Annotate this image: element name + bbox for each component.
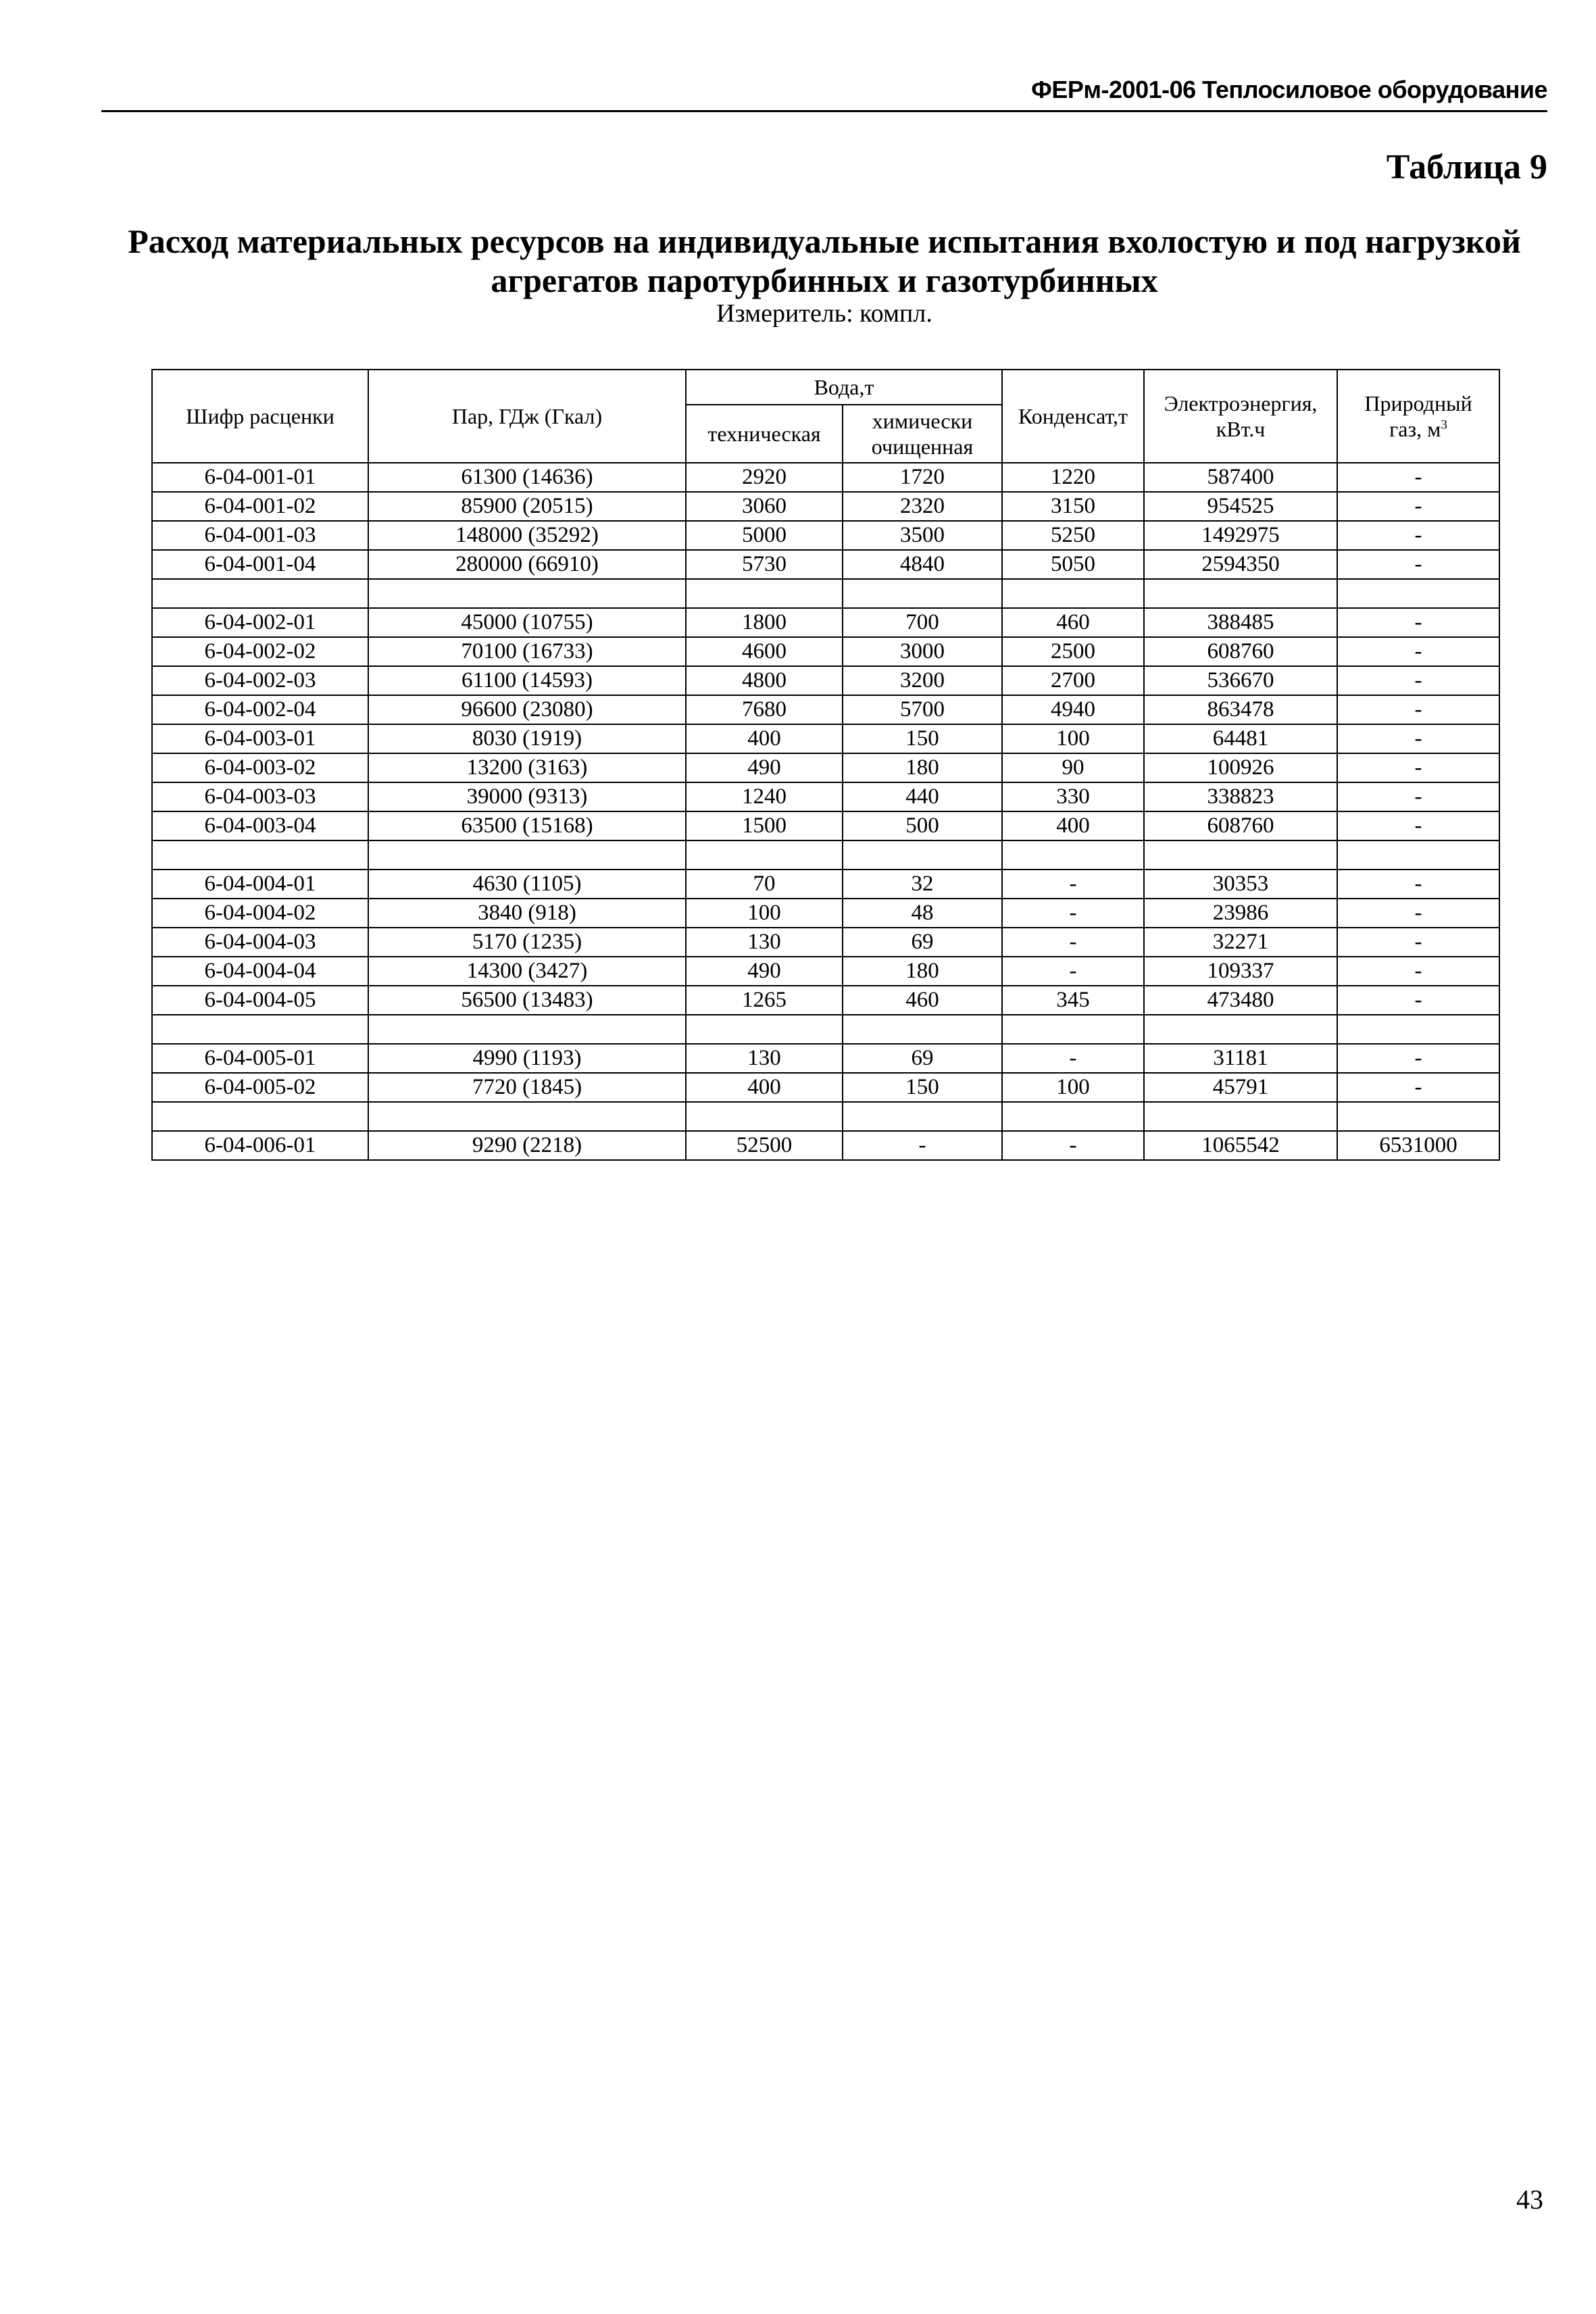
cell-water-chemical: 150 (843, 724, 1002, 753)
cell-steam: 14300 (3427) (368, 957, 686, 986)
cell-natural-gas: - (1337, 637, 1499, 666)
cell-water-chemical: 32 (843, 870, 1002, 899)
cell-electricity (1144, 579, 1337, 608)
cell-water-technical: 4800 (686, 666, 843, 695)
cell-electricity (1144, 1015, 1337, 1044)
cell-electricity: 954525 (1144, 492, 1337, 521)
cell-condensate: 2500 (1002, 637, 1144, 666)
cell-steam: 61300 (14636) (368, 463, 686, 492)
cell-water-chemical: 2320 (843, 492, 1002, 521)
cell-water-technical: 70 (686, 870, 843, 899)
cell-electricity: 338823 (1144, 782, 1337, 811)
cell-code (152, 1102, 368, 1131)
cell-natural-gas: - (1337, 1044, 1499, 1073)
cell-code: 6-04-002-02 (152, 637, 368, 666)
table-row (152, 492, 1499, 521)
cell-code: 6-04-001-01 (152, 463, 368, 492)
table-number: Таблица 9 (1386, 148, 1547, 186)
column-header-code: Шифр расценки (152, 370, 368, 463)
cell-condensate: 2700 (1002, 666, 1144, 695)
cell-code (152, 840, 368, 870)
cell-condensate: 460 (1002, 608, 1144, 637)
table-row (152, 724, 1499, 753)
cell-water-chemical: 700 (843, 608, 1002, 637)
document-title-line-1: Расход материальных ресурсов на индивидуальные испытания вхолостую и под нагрузкой (128, 222, 1521, 260)
table-row (152, 579, 1499, 608)
document-title-line-2: агрегатов паротурбинных и газотурбинных (491, 261, 1158, 299)
cell-water-chemical: 460 (843, 986, 1002, 1015)
cell-condensate (1002, 1015, 1144, 1044)
table-row (152, 840, 1499, 870)
cell-electricity: 2594350 (1144, 550, 1337, 579)
cell-water-chemical: 69 (843, 1044, 1002, 1073)
header-rule (101, 110, 1547, 112)
cell-water-chemical: 180 (843, 753, 1002, 782)
cell-water-chemical: 150 (843, 1073, 1002, 1102)
cell-water-technical: 4600 (686, 637, 843, 666)
cell-steam: 45000 (10755) (368, 608, 686, 637)
cell-water-technical: 52500 (686, 1131, 843, 1160)
cell-natural-gas: - (1337, 695, 1499, 724)
cell-condensate: - (1002, 957, 1144, 986)
column-header-gas-line-2 (1341, 416, 1496, 442)
cell-condensate: 100 (1002, 724, 1144, 753)
cell-water-chemical: 3500 (843, 521, 1002, 550)
cell-electricity (1144, 840, 1337, 870)
cell-water-chemical: 440 (843, 782, 1002, 811)
resource-consumption-table (151, 369, 1500, 1161)
column-header-water-chemical (843, 405, 1002, 463)
cell-water-technical: 100 (686, 899, 843, 928)
cell-natural-gas: - (1337, 811, 1499, 840)
cell-condensate: - (1002, 1131, 1144, 1160)
cell-condensate: 5250 (1002, 521, 1144, 550)
cell-water-technical (686, 1102, 843, 1131)
cell-condensate: - (1002, 899, 1144, 928)
cell-water-technical: 1800 (686, 608, 843, 637)
cell-steam: 63500 (15168) (368, 811, 686, 840)
running-header: ФЕРм-2001-06 Теплосиловое оборудование (1031, 76, 1547, 103)
cell-water-technical: 490 (686, 957, 843, 986)
cell-natural-gas: - (1337, 870, 1499, 899)
table-row (152, 986, 1499, 1015)
column-header-gas-unit-exponent: 3 (1441, 418, 1447, 432)
cell-natural-gas: - (1337, 608, 1499, 637)
cell-natural-gas: - (1337, 550, 1499, 579)
table-row (152, 870, 1499, 899)
cell-water-technical: 490 (686, 753, 843, 782)
header-row (152, 370, 1499, 405)
cell-natural-gas: - (1337, 986, 1499, 1015)
cell-electricity: 473480 (1144, 986, 1337, 1015)
table-row (152, 782, 1499, 811)
column-header-electricity-line-1: Электроэнергия, (1164, 391, 1318, 416)
cell-water-technical: 2920 (686, 463, 843, 492)
cell-code: 6-04-004-04 (152, 957, 368, 986)
cell-code (152, 1015, 368, 1044)
cell-electricity: 32271 (1144, 928, 1337, 957)
cell-steam (368, 840, 686, 870)
table-row (152, 608, 1499, 637)
cell-water-technical: 1265 (686, 986, 843, 1015)
cell-code: 6-04-001-03 (152, 521, 368, 550)
table-row (152, 695, 1499, 724)
cell-steam: 56500 (13483) (368, 986, 686, 1015)
cell-electricity: 45791 (1144, 1073, 1337, 1102)
cell-natural-gas (1337, 1015, 1499, 1044)
column-header-water-technical: техническая (686, 405, 843, 463)
cell-condensate: 4940 (1002, 695, 1144, 724)
cell-natural-gas (1337, 1102, 1499, 1131)
cell-water-technical: 5730 (686, 550, 843, 579)
cell-steam: 5170 (1235) (368, 928, 686, 957)
cell-natural-gas: - (1337, 957, 1499, 986)
cell-steam (368, 1102, 686, 1131)
cell-water-chemical (843, 1102, 1002, 1131)
table-row (152, 899, 1499, 928)
cell-electricity: 64481 (1144, 724, 1337, 753)
cell-code: 6-04-005-01 (152, 1044, 368, 1073)
cell-water-technical (686, 840, 843, 870)
column-header-electricity (1144, 370, 1337, 463)
cell-water-technical: 1500 (686, 811, 843, 840)
cell-natural-gas: 6531000 (1337, 1131, 1499, 1160)
table-row (152, 1015, 1499, 1044)
cell-water-technical: 1240 (686, 782, 843, 811)
cell-water-chemical (843, 579, 1002, 608)
table-row (152, 1102, 1499, 1131)
cell-steam: 8030 (1919) (368, 724, 686, 753)
column-header-condensate: Конденсат,т (1002, 370, 1144, 463)
cell-code: 6-04-002-01 (152, 608, 368, 637)
cell-water-chemical: 4840 (843, 550, 1002, 579)
cell-condensate: 100 (1002, 1073, 1144, 1102)
cell-condensate: - (1002, 870, 1144, 899)
cell-electricity: 109337 (1144, 957, 1337, 986)
cell-water-technical: 3060 (686, 492, 843, 521)
cell-electricity: 100926 (1144, 753, 1337, 782)
table-row (152, 928, 1499, 957)
cell-steam: 96600 (23080) (368, 695, 686, 724)
table-body (152, 463, 1499, 1160)
cell-water-chemical: 3200 (843, 666, 1002, 695)
cell-steam: 61100 (14593) (368, 666, 686, 695)
cell-steam: 85900 (20515) (368, 492, 686, 521)
cell-code: 6-04-002-04 (152, 695, 368, 724)
cell-natural-gas: - (1337, 782, 1499, 811)
column-header-gas-line-1: Природный (1364, 391, 1472, 416)
table-row (152, 550, 1499, 579)
column-header-water-chemical-line-1: химически (872, 409, 973, 433)
cell-natural-gas (1337, 840, 1499, 870)
cell-code: 6-04-003-04 (152, 811, 368, 840)
cell-steam: 280000 (66910) (368, 550, 686, 579)
column-header-steam: Пар, ГДж (Гкал) (368, 370, 686, 463)
cell-water-chemical: 3000 (843, 637, 1002, 666)
cell-water-chemical: 48 (843, 899, 1002, 928)
cell-condensate: - (1002, 928, 1144, 957)
cell-natural-gas: - (1337, 928, 1499, 957)
column-header-water: Вода,т (686, 370, 1002, 405)
table-row (152, 753, 1499, 782)
cell-water-technical: 400 (686, 724, 843, 753)
cell-steam: 13200 (3163) (368, 753, 686, 782)
cell-code: 6-04-006-01 (152, 1131, 368, 1160)
unit-of-measure: Измеритель: компл. (716, 299, 932, 328)
cell-water-technical (686, 1015, 843, 1044)
cell-steam: 148000 (35292) (368, 521, 686, 550)
cell-code: 6-04-002-03 (152, 666, 368, 695)
table-row (152, 957, 1499, 986)
table-row (152, 666, 1499, 695)
cell-electricity: 1065542 (1144, 1131, 1337, 1160)
cell-water-chemical (843, 840, 1002, 870)
cell-steam (368, 1015, 686, 1044)
cell-steam: 7720 (1845) (368, 1073, 686, 1102)
cell-natural-gas: - (1337, 724, 1499, 753)
cell-natural-gas: - (1337, 899, 1499, 928)
cell-code: 6-04-001-02 (152, 492, 368, 521)
column-header-electricity-line-2: кВт.ч (1216, 417, 1266, 441)
cell-steam: 39000 (9313) (368, 782, 686, 811)
cell-steam (368, 579, 686, 608)
cell-electricity: 23986 (1144, 899, 1337, 928)
cell-steam: 3840 (918) (368, 899, 686, 928)
cell-electricity: 536670 (1144, 666, 1337, 695)
table-row (152, 1131, 1499, 1160)
cell-water-technical: 5000 (686, 521, 843, 550)
cell-code: 6-04-004-02 (152, 899, 368, 928)
table-row (152, 463, 1499, 492)
cell-condensate (1002, 840, 1144, 870)
cell-electricity: 608760 (1144, 811, 1337, 840)
cell-code: 6-04-003-02 (152, 753, 368, 782)
cell-code: 6-04-001-04 (152, 550, 368, 579)
column-header-natural-gas (1337, 370, 1499, 463)
cell-condensate: 90 (1002, 753, 1144, 782)
table-row (152, 637, 1499, 666)
cell-natural-gas: - (1337, 521, 1499, 550)
cell-natural-gas: - (1337, 1073, 1499, 1102)
cell-condensate: 1220 (1002, 463, 1144, 492)
cell-code: 6-04-004-05 (152, 986, 368, 1015)
cell-water-chemical: - (843, 1131, 1002, 1160)
cell-water-chemical: 69 (843, 928, 1002, 957)
table-row (152, 521, 1499, 550)
cell-condensate: 330 (1002, 782, 1144, 811)
cell-condensate (1002, 1102, 1144, 1131)
cell-natural-gas: - (1337, 463, 1499, 492)
cell-electricity: 1492975 (1144, 521, 1337, 550)
cell-code (152, 579, 368, 608)
cell-condensate: 3150 (1002, 492, 1144, 521)
cell-electricity: 31181 (1144, 1044, 1337, 1073)
cell-natural-gas: - (1337, 492, 1499, 521)
cell-water-chemical: 1720 (843, 463, 1002, 492)
document-title (101, 222, 1547, 300)
cell-natural-gas: - (1337, 666, 1499, 695)
cell-code: 6-04-003-01 (152, 724, 368, 753)
cell-water-chemical: 5700 (843, 695, 1002, 724)
page-number: 43 (1516, 2184, 1543, 2215)
cell-condensate: 400 (1002, 811, 1144, 840)
cell-water-technical: 130 (686, 1044, 843, 1073)
cell-condensate: 345 (1002, 986, 1144, 1015)
table-row (152, 811, 1499, 840)
table-header (152, 370, 1499, 463)
cell-water-technical: 130 (686, 928, 843, 957)
cell-condensate (1002, 579, 1144, 608)
cell-natural-gas (1337, 579, 1499, 608)
cell-steam: 4990 (1193) (368, 1044, 686, 1073)
cell-water-chemical: 500 (843, 811, 1002, 840)
table-row (152, 1073, 1499, 1102)
cell-condensate: 5050 (1002, 550, 1144, 579)
column-header-water-chemical-line-2: очищенная (871, 434, 974, 459)
cell-electricity (1144, 1102, 1337, 1131)
cell-steam: 70100 (16733) (368, 637, 686, 666)
cell-condensate: - (1002, 1044, 1144, 1073)
cell-water-chemical: 180 (843, 957, 1002, 986)
cell-natural-gas: - (1337, 753, 1499, 782)
cell-steam: 9290 (2218) (368, 1131, 686, 1160)
cell-electricity: 30353 (1144, 870, 1337, 899)
cell-water-technical: 400 (686, 1073, 843, 1102)
cell-electricity: 863478 (1144, 695, 1337, 724)
cell-water-technical: 7680 (686, 695, 843, 724)
cell-water-technical (686, 579, 843, 608)
cell-electricity: 388485 (1144, 608, 1337, 637)
column-header-gas-unit: газ, м (1389, 417, 1441, 441)
cell-electricity: 608760 (1144, 637, 1337, 666)
cell-code: 6-04-003-03 (152, 782, 368, 811)
cell-code: 6-04-004-01 (152, 870, 368, 899)
cell-electricity: 587400 (1144, 463, 1337, 492)
cell-steam: 4630 (1105) (368, 870, 686, 899)
cell-code: 6-04-005-02 (152, 1073, 368, 1102)
cell-water-chemical (843, 1015, 1002, 1044)
cell-code: 6-04-004-03 (152, 928, 368, 957)
table-row (152, 1044, 1499, 1073)
